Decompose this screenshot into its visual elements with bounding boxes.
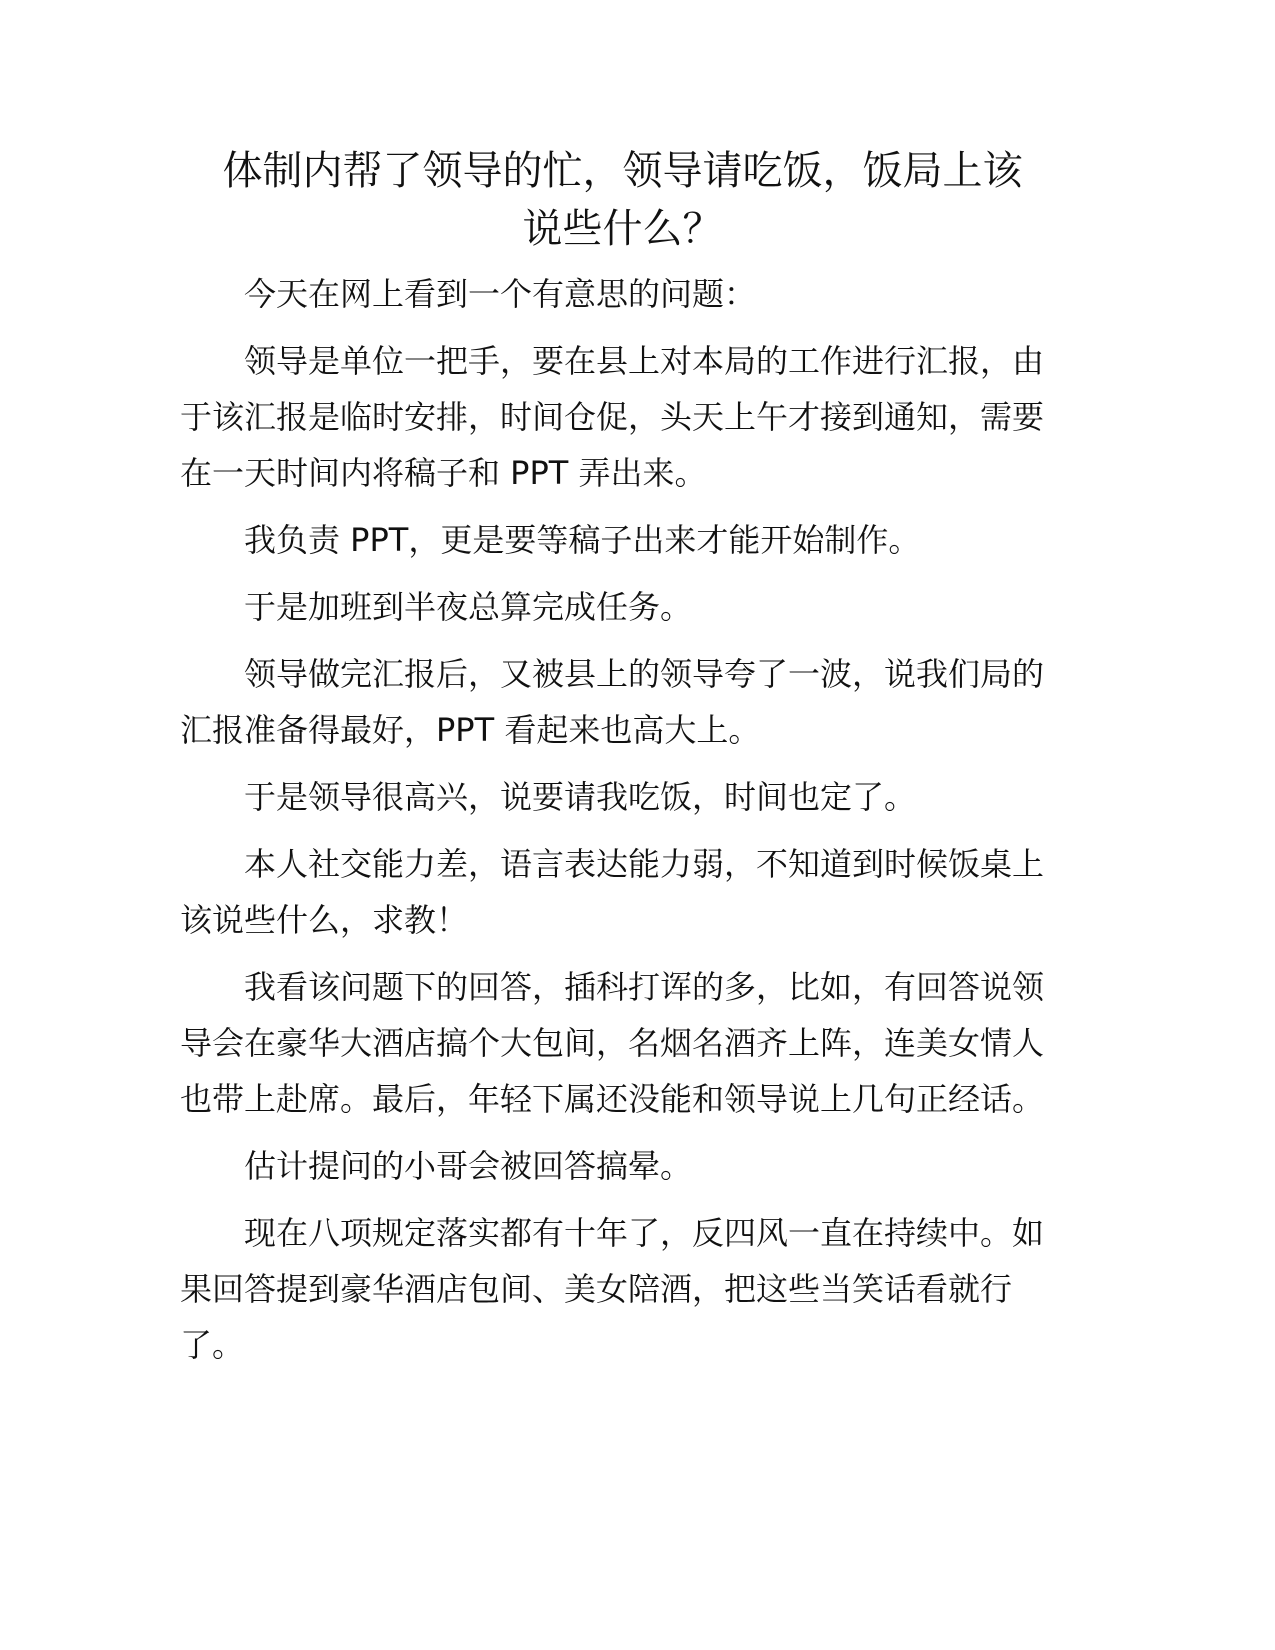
paragraph (180, 646, 1045, 758)
paragraph (180, 769, 1038, 825)
paragraph-line: 该说些什么，求教！ (180, 901, 469, 939)
paragraph-line: 我看该问题下的回答，插科打诨的多，比如，有回答说领 (244, 968, 1045, 1006)
document-title (180, 142, 1065, 258)
paragraph (180, 512, 1038, 568)
paragraph (180, 1205, 1045, 1373)
paragraph-line: 估计提问的小哥会被回答搞晕。 (244, 1147, 693, 1185)
paragraph (180, 266, 1038, 322)
paragraph (180, 836, 1045, 948)
paragraph-line: 领导做完汇报后，又被县上的领导夸了一波，说我们局的 (244, 655, 1045, 693)
paragraph-line: 今天在网上看到一个有意思的问题： (244, 275, 757, 313)
document-body (180, 266, 1045, 1384)
paragraph-line: 领导是单位一把手，要在县上对本局的工作进行汇报，由 (244, 342, 1045, 380)
paragraph (180, 1138, 1038, 1194)
paragraph (180, 579, 1038, 635)
paragraph-line: 了。 (180, 1326, 245, 1364)
paragraph-line: 本人社交能力差，语言表达能力弱，不知道到时候饭桌上 (244, 845, 1045, 883)
paragraph-line: 我负责 PPT，更是要等稿子出来才能开始制作。 (244, 521, 921, 559)
paragraph-line: 在一天时间内将稿子和 PPT 弄出来。 (180, 454, 707, 492)
paragraph-line: 现在八项规定落实都有十年了，反四风一直在持续中。如 (244, 1214, 1045, 1252)
paragraph-line: 汇报准备得最好，PPT 看起来也高大上。 (180, 711, 761, 749)
paragraph (180, 959, 1045, 1127)
paragraph-line: 果回答提到豪华酒店包间、美女陪酒，把这些当笑话看就行 (180, 1270, 1013, 1308)
paragraph-line: 于是加班到半夜总算完成任务。 (244, 588, 693, 626)
paragraph-line: 也带上赴席。最后，年轻下属还没能和领导说上几句正经话。 (180, 1080, 1045, 1118)
paragraph-line: 于是领导很高兴，说要请我吃饭，时间也定了。 (244, 778, 917, 816)
title-line: 体制内帮了领导的忙，领导请吃饭，饭局上该 (222, 148, 1023, 194)
paragraph (180, 333, 1045, 501)
paragraph-line: 导会在豪华大酒店搞个大包间，名烟名酒齐上阵，连美女情人 (180, 1024, 1045, 1062)
title-line: 说些什么？ (522, 206, 723, 252)
paragraph-line: 于该汇报是临时安排，时间仓促，头天上午才接到通知，需要 (180, 398, 1045, 436)
